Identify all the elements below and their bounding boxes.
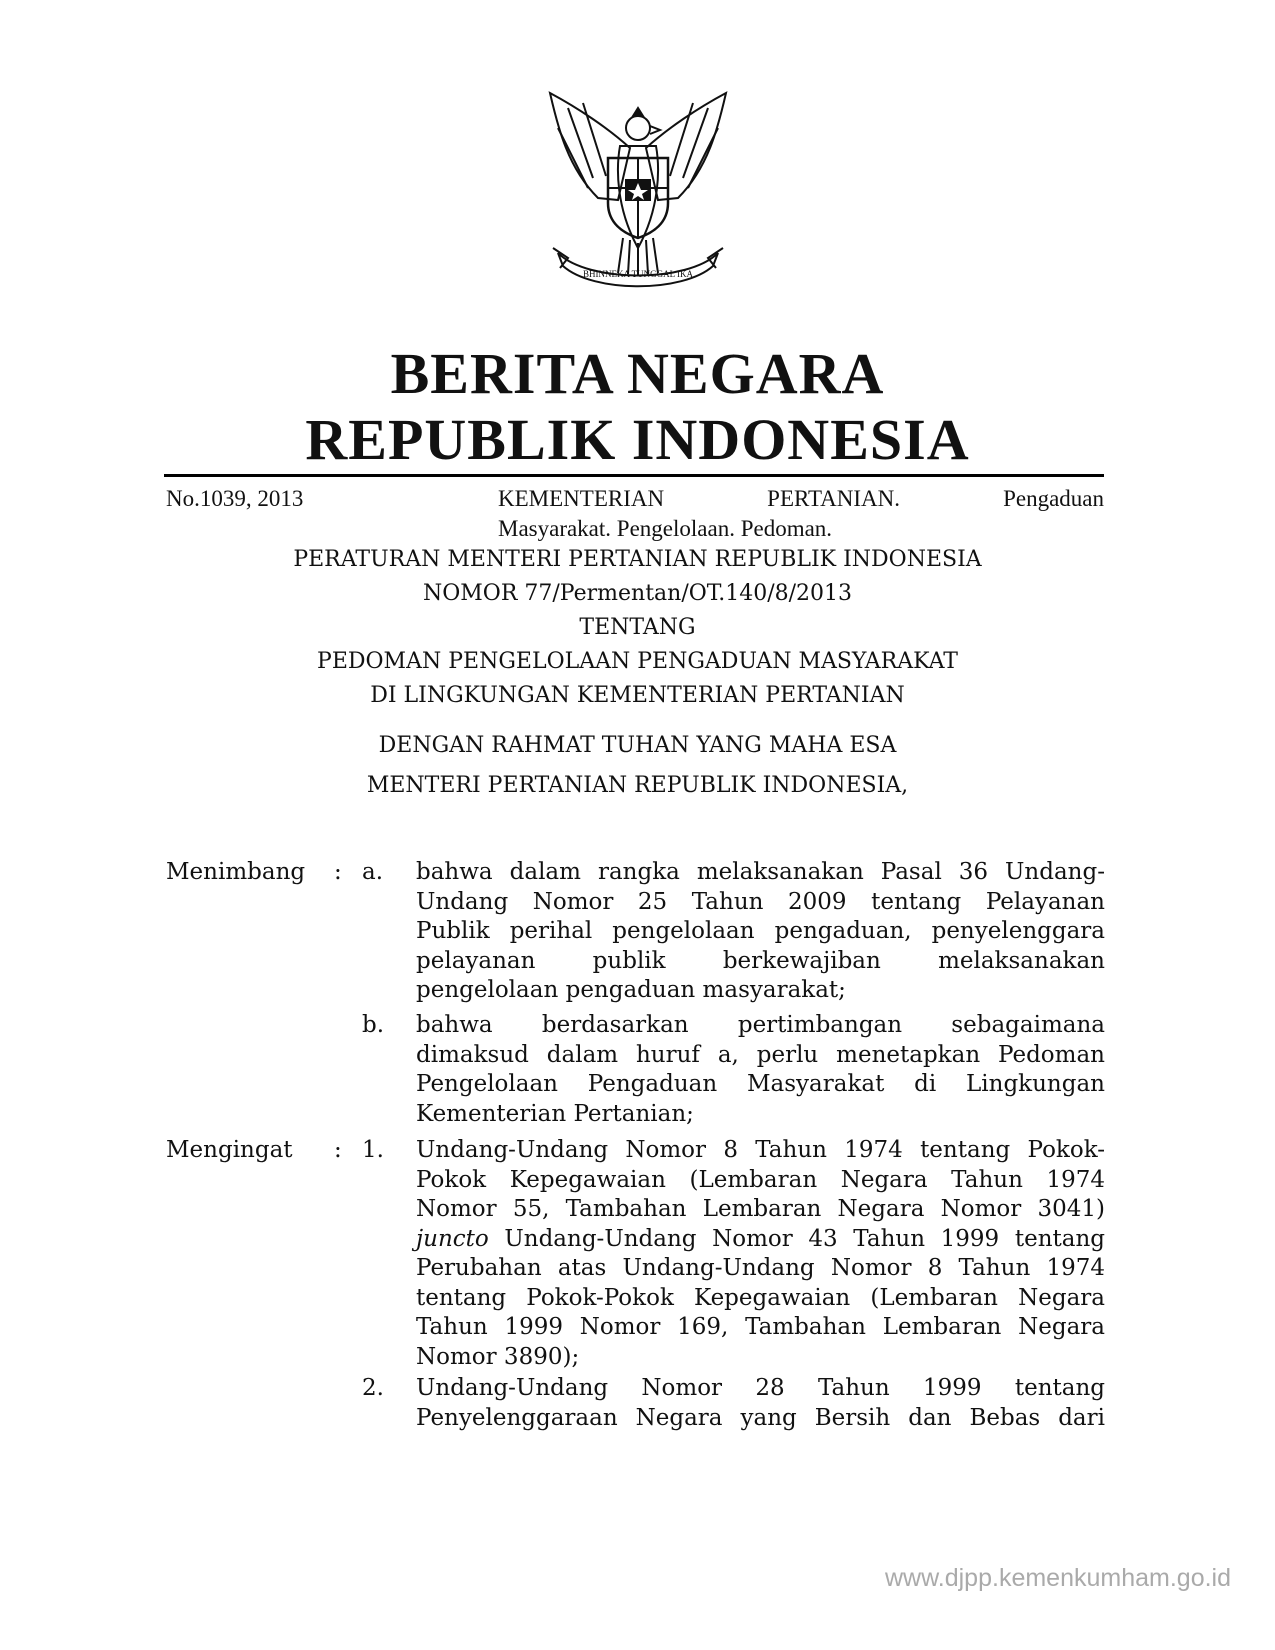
item-marker: b. <box>362 1012 385 1038</box>
text-line: Undang-Undang Nomor 8 Tahun 1974 tentang Pokok- <box>416 1137 1105 1163</box>
gazette-title-line1: BERITA NEGARA <box>390 341 885 406</box>
invocation: DENGAN RAHMAT TUHAN YANG MAHA ESA <box>378 733 897 758</box>
minister-heading: MENTERI PERTANIAN REPUBLIK INDONESIA, <box>366 773 909 798</box>
text-line: Kementerian Pertanian; <box>416 1100 694 1127</box>
text-line: Penyelenggaraan Negara yang Bersih dan Bebas dari <box>416 1404 1105 1431</box>
mengingat-item-1 <box>416 1136 1105 1372</box>
mengingat-item-2 <box>416 1374 1105 1433</box>
regulation-subject-line2: DI LINGKUNGAN KEMENTERIAN PERTANIAN <box>370 683 905 708</box>
regulation-about: TENTANG <box>579 615 696 640</box>
text-line: Undang Nomor 25 Tahun 2009 tentang Pelayanan <box>416 888 1105 915</box>
text-line: bahwa dalam rangka melaksanakan Pasal 36 Undang- <box>416 859 1105 885</box>
regulation-number: NOMOR 77/Permentan/OT.140/8/2013 <box>422 581 853 606</box>
text-line: Pengelolaan Pengaduan Masyarakat di Lingkungan <box>416 1071 1105 1097</box>
menimbang-label: Menimbang <box>166 859 306 885</box>
text-line: pengelolaan pengaduan masyarakat; <box>416 977 846 1003</box>
text-line: bahwa berdasarkan pertimbangan sebagaimana <box>416 1012 1105 1038</box>
text-fragment: Undang-Undang Nomor 43 Tahun 1999 tentang <box>488 1225 1105 1252</box>
mengingat-colon: : <box>334 1137 342 1163</box>
text-line: tentang Pokok-Pokok Kepegawaian (Lembaran Negara <box>416 1284 1105 1311</box>
gazette-number: No.1039, 2013 <box>166 486 304 511</box>
footer-url: www.djpp.kemenkumham.go.id <box>885 1564 1231 1592</box>
juncto-term: juncto <box>416 1225 489 1252</box>
desc-word: KEMENTERIAN <box>498 486 665 511</box>
item-marker: 2. <box>362 1375 384 1401</box>
menimbang-item-b <box>416 1011 1105 1129</box>
item-marker: a. <box>362 859 384 885</box>
mengingat-label: Mengingat <box>166 1137 293 1163</box>
desc-word: Pengaduan <box>1003 486 1104 511</box>
gazette-title-line2: REPUBLIK INDONESIA <box>305 407 970 472</box>
text-line: Pokok Kepegawaian (Lembaran Negara Tahun 1974 <box>416 1166 1105 1193</box>
menimbang-item-a <box>416 858 1105 1006</box>
desc-line2: Masyarakat. Pengelolaan. Pedoman. <box>498 516 833 541</box>
text-line: Tahun 1999 Nomor 169, Tambahan Lembaran Negara <box>416 1314 1105 1340</box>
regulation-subject-line1: PEDOMAN PENGELOLAAN PENGADUAN MASYARAKAT <box>317 649 958 674</box>
garuda-emblem-icon <box>538 88 738 288</box>
text-line: Nomor 3890); <box>416 1343 580 1370</box>
menimbang-colon: : <box>334 859 342 885</box>
emblem-motto: BHINNEKA TUNGGAL IKA <box>583 269 693 279</box>
item-marker: 1. <box>362 1137 384 1163</box>
text-line <box>416 1225 1105 1255</box>
text-line: Perubahan atas Undang-Undang Nomor 8 Tahun 1974 <box>416 1255 1105 1281</box>
text-line: pelayanan publik berkewajiban melaksanakan <box>416 947 1105 974</box>
title-divider <box>164 474 1104 477</box>
regulation-title: PERATURAN MENTERI PERTANIAN REPUBLIK INDONESIA <box>293 547 982 572</box>
text-line: Undang-Undang Nomor 28 Tahun 1999 tentang <box>416 1375 1105 1401</box>
text-line: Nomor 55, Tambahan Lembaran Negara Nomor 3041) <box>416 1196 1105 1222</box>
desc-word: PERTANIAN. <box>767 486 901 511</box>
text-line: Publik perihal pengelolaan pengaduan, penyelenggara <box>416 918 1105 944</box>
gazette-description <box>498 484 1104 544</box>
text-line: dimaksud dalam huruf a, perlu menetapkan Pedoman <box>416 1041 1105 1068</box>
